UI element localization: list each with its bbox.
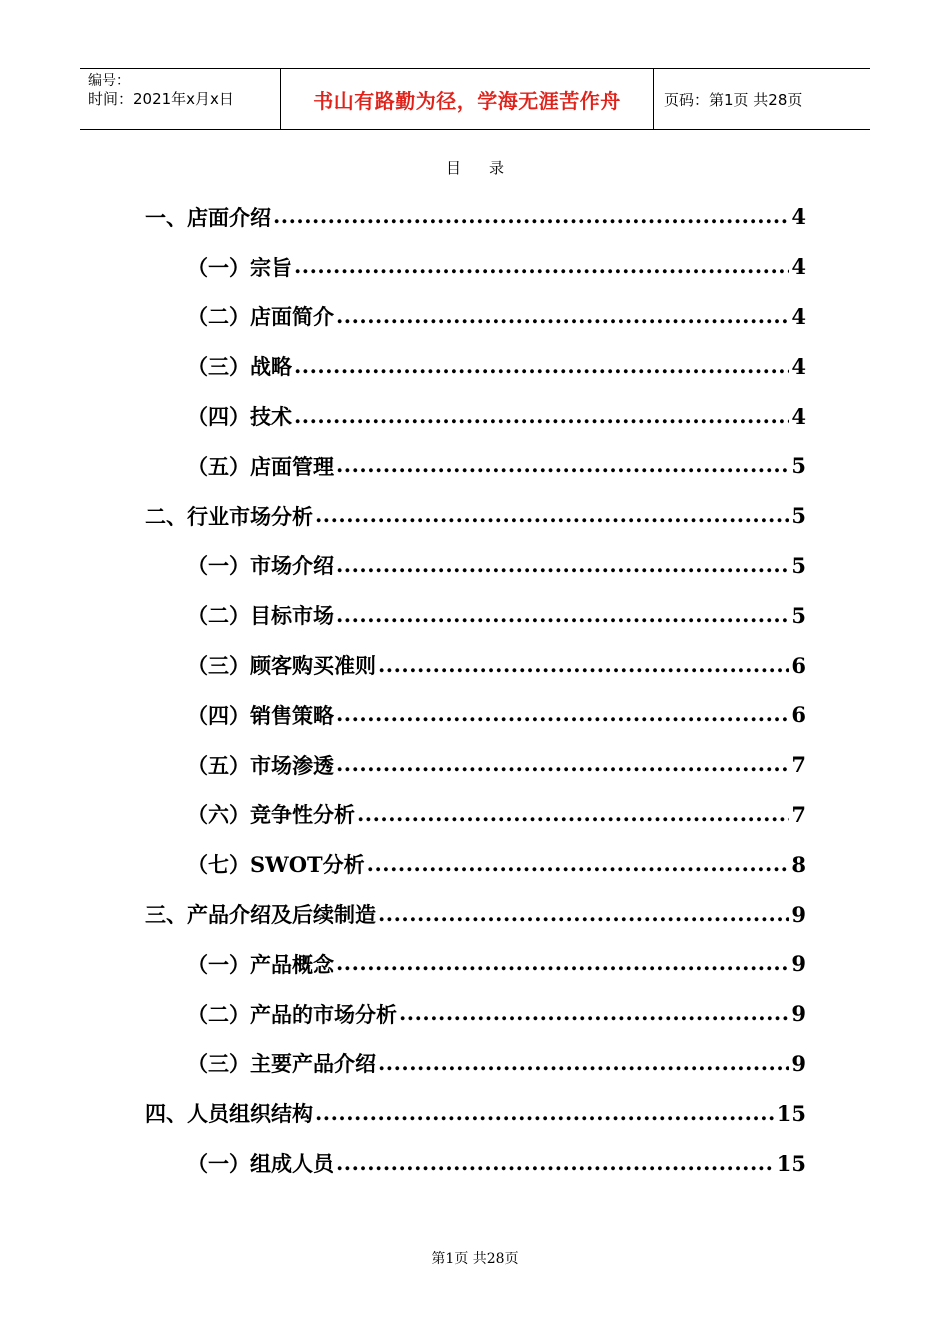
toc-dot-leader bbox=[315, 502, 789, 527]
page-footer: 第1页 共28页 bbox=[431, 1251, 519, 1267]
toc-entry[interactable] bbox=[145, 790, 806, 840]
toc-dot-leader bbox=[378, 652, 789, 677]
toc-entry[interactable] bbox=[145, 1039, 806, 1089]
toc-dot-leader bbox=[336, 1150, 775, 1175]
header-middle-cell bbox=[281, 69, 654, 129]
toc-title: 目录 bbox=[445, 159, 532, 177]
toc-dot-leader bbox=[399, 1000, 789, 1025]
toc-dot-leader bbox=[294, 353, 789, 378]
toc-entry-page: 4 bbox=[791, 403, 806, 429]
toc-dot-leader bbox=[336, 950, 789, 975]
toc-entry[interactable] bbox=[145, 839, 806, 889]
toc-entry[interactable] bbox=[145, 640, 806, 690]
toc-entry-page: 5 bbox=[791, 453, 806, 479]
toc-entry-page: 7 bbox=[791, 752, 806, 778]
toc-entry-title: （六）竞争性分析 bbox=[187, 802, 355, 828]
toc-entry[interactable] bbox=[145, 242, 806, 292]
toc-entry-page: 6 bbox=[791, 652, 806, 678]
toc-entry[interactable] bbox=[145, 541, 806, 591]
toc-dot-leader bbox=[378, 1050, 789, 1075]
motto-text: 书山有路勤为径，学海无涯苦作舟 bbox=[313, 88, 621, 113]
toc-dot-leader bbox=[367, 851, 790, 876]
toc-dot-leader bbox=[378, 901, 789, 926]
toc-entry-page: 6 bbox=[791, 702, 806, 728]
toc-dot-leader bbox=[294, 253, 789, 278]
toc-entry-title: （一）宗旨 bbox=[187, 254, 292, 280]
toc-entry-page: 5 bbox=[791, 602, 806, 628]
toc-entry-page: 9 bbox=[791, 1001, 806, 1027]
toc-entry[interactable] bbox=[145, 740, 806, 790]
toc-dot-leader bbox=[336, 552, 789, 577]
date-label: 时间：2021年x月x日 bbox=[88, 90, 234, 108]
toc-entry[interactable] bbox=[145, 590, 806, 640]
toc-entry-page: 4 bbox=[791, 353, 806, 379]
toc-entry-title: 三、产品介绍及后续制造 bbox=[145, 902, 376, 928]
toc-entry-title: （三）主要产品介绍 bbox=[187, 1051, 376, 1077]
toc-dot-leader bbox=[336, 701, 789, 726]
toc-entry-title: （二）店面简介 bbox=[187, 304, 334, 330]
header-left-cell bbox=[80, 69, 281, 129]
toc-entry-title: （四）技术 bbox=[187, 404, 292, 430]
header-right-cell bbox=[654, 69, 870, 129]
header-page-info: 页码：第1页 共28页 bbox=[664, 90, 803, 109]
toc-dot-leader bbox=[315, 1100, 775, 1125]
toc-entry-title: （三）战略 bbox=[187, 354, 292, 380]
toc-entry-title: （三）顾客购买准则 bbox=[187, 653, 376, 679]
toc-entry-page: 5 bbox=[791, 503, 806, 529]
toc-entry[interactable] bbox=[145, 989, 806, 1039]
toc-entry-title: （一）市场介绍 bbox=[187, 553, 334, 579]
toc-entry-title: （五）市场渗透 bbox=[187, 752, 334, 778]
toc-entry[interactable] bbox=[145, 889, 806, 939]
number-label: 编号： bbox=[88, 73, 130, 89]
toc-entry-title: 二、行业市场分析 bbox=[145, 503, 313, 529]
toc-entry-page: 15 bbox=[776, 1150, 806, 1176]
table-of-contents bbox=[145, 192, 806, 1188]
toc-dot-leader bbox=[336, 303, 789, 328]
toc-entry-page: 9 bbox=[791, 951, 806, 977]
toc-entry-page: 9 bbox=[791, 1050, 806, 1076]
toc-dot-leader bbox=[357, 801, 789, 826]
toc-entry-title: （一）组成人员 bbox=[187, 1151, 334, 1177]
toc-entry-page: 5 bbox=[791, 552, 806, 578]
toc-dot-leader bbox=[273, 203, 789, 228]
toc-entry-title: 一、店面介绍 bbox=[145, 204, 271, 230]
toc-entry[interactable] bbox=[145, 1138, 806, 1188]
toc-dot-leader bbox=[336, 751, 789, 776]
toc-entry-page: 4 bbox=[791, 204, 806, 230]
toc-entry-title: 四、人员组织结构 bbox=[145, 1101, 313, 1127]
toc-entry[interactable] bbox=[145, 1088, 806, 1138]
toc-entry-title: （七）SWOT分析 bbox=[187, 852, 365, 878]
toc-dot-leader bbox=[294, 403, 789, 428]
toc-entry[interactable] bbox=[145, 341, 806, 391]
toc-entry[interactable] bbox=[145, 441, 806, 491]
toc-entry[interactable] bbox=[145, 292, 806, 342]
toc-entry-page: 4 bbox=[791, 254, 806, 280]
toc-entry[interactable] bbox=[145, 391, 806, 441]
toc-entry[interactable] bbox=[145, 491, 806, 541]
toc-entry-page: 8 bbox=[791, 851, 806, 877]
toc-entry-page: 4 bbox=[791, 303, 806, 329]
toc-entry-title: （二）产品的市场分析 bbox=[187, 1001, 397, 1027]
toc-entry[interactable] bbox=[145, 192, 806, 242]
toc-entry-title: （一）产品概念 bbox=[187, 951, 334, 977]
toc-entry-page: 15 bbox=[776, 1100, 806, 1126]
toc-dot-leader bbox=[336, 602, 789, 627]
document-header bbox=[80, 68, 870, 130]
toc-entry-title: （二）目标市场 bbox=[187, 603, 334, 629]
toc-entry-page: 9 bbox=[791, 901, 806, 927]
toc-dot-leader bbox=[336, 452, 789, 477]
toc-entry[interactable] bbox=[145, 939, 806, 989]
toc-entry[interactable] bbox=[145, 690, 806, 740]
toc-entry-title: （四）销售策略 bbox=[187, 702, 334, 728]
toc-entry-page: 7 bbox=[791, 801, 806, 827]
toc-entry-title: （五）店面管理 bbox=[187, 453, 334, 479]
